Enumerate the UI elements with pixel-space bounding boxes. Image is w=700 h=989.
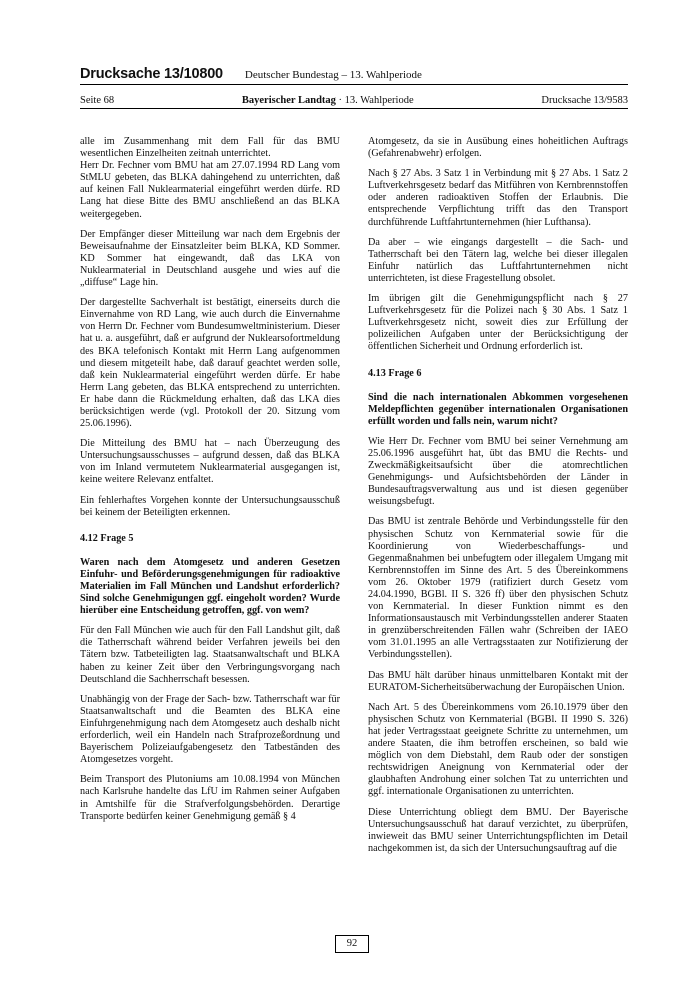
- document-number: Drucksache 13/10800: [80, 66, 223, 82]
- separator: ·: [338, 95, 343, 106]
- paragraph: Herr Dr. Fechner vom BMU hat am 27.07.1994 RD Lang vom StMLU gebeten, das BLKA dahingehend zu unterrichten, daß auf keinen Fall Nuklearmaterial eingeführt werden dürfe. RD Lang hat diese Bitte des BMU anschließend an das BLKA weitergegeben.: [80, 160, 340, 220]
- source-document-number: Drucksache 13/9583: [541, 95, 628, 106]
- right-column: [368, 136, 628, 863]
- page-label: Seite 68: [80, 95, 115, 106]
- paragraph: Im übrigen gilt die Genehmigungspflicht nach § 27 Luftverkehrsgesetz für die Polizei nach § 30 Abs. 1 Satz 1 Luftverkehrsgesetz nicht, soweit dies zur Erfüllung der polizeilichen Aufgaben unter der Berücksichtigung der öffentlichen Sicherheit und Ordnung erforderlich ist.: [368, 293, 628, 353]
- source-info: [242, 95, 414, 106]
- question-text: Sind die nach internationalen Abkommen vorgesehenen Meldepflichten gegenüber internationalen Organisationen erfüllt worden und falls nein, warum nicht?: [368, 391, 628, 427]
- period: 13. Wahlperiode: [344, 95, 414, 106]
- section-heading: 4.13 Frage 6: [368, 367, 422, 379]
- paragraph: Da aber – wie eingangs dargestellt – die Sach- und Tatherrschaft bei den Tätern lag, welche bei dieser illegalen Einfuhr natürlich das Luftfahrtunternehmen nicht unterrichteten, ist diese Fragestellung obsolet.: [368, 236, 628, 284]
- paragraph: Nach Art. 5 des Übereinkommens vom 26.10.1979 über den physischen Schutz von Kernmaterial (BGBl. II 1990 S. 326) hat jeder Vertragsstaat geeignete Schritte zu unternehmen, um andere Staaten, die ihm betroffen erscheinen, so bald wie möglich von dem Diebstahl, dem Raub oder der sonstigen rechtswidrigen Aneignung von Kernmaterial oder der glaubhaften Androhung einer solchen Tat zu unterrichten und ggf. internationale Organisationen zu unterrichten.: [368, 701, 628, 798]
- paragraph: Atomgesetz, da sie in Ausübung eines hoheitlichen Auftrags (Gefahrenabwehr) erfolgen.: [368, 136, 628, 160]
- paragraph: Für den Fall München wie auch für den Fall Landshut gilt, daß die Tatherrschaft während beider Verfahren jeweils bei den Tätern bzw. Tatbeteiligten lag. Staatsanwaltschaft und BLKA haben zu keiner Zeit über den Verbringungsvorgang nach Deutschland die Sachherrschaft besessen.: [80, 625, 340, 685]
- page-number: 92: [335, 935, 369, 953]
- paragraph: Unabhängig von der Frage der Sach- bzw. Tatherrschaft war für Staatsanwaltschaft und die Beamten des BLKA eine Einfuhrgenehmigung nach dem Atomgesetz auch deshalb nicht erforderlich, weil ein Handeln nach Strafprozeßordnung und Bayerischem Polizeiaufgabengesetz den Tatbeständen des Atomgesetzes vorgeht.: [80, 693, 340, 766]
- paragraph: Die Mitteilung des BMU hat – nach Überzeugung des Untersuchungsausschusses – aufgrund dessen, daß das BLKA von im Inland vermutetem Nuklearmaterial ausgegangen ist, keine weitere Relevanz entfaltet.: [80, 438, 340, 486]
- paragraph: Wie Herr Dr. Fechner vom BMU bei seiner Vernehmung am 25.06.1996 ausgeführt hat, übt das BMU die Rechts- und Zweckmäßigkeitsaufsicht über die atomrechtlichen Genehmigungs- und Aufsichtsbehörden der Länder in Bundesauftragsverwaltung aus und ist diesen gegenüber weisungsbefugt.: [368, 435, 628, 508]
- source-name: Bayerischer Landtag: [241, 95, 336, 106]
- parliament-title: Deutscher Bundestag – 13. Wahlperiode: [244, 69, 422, 81]
- paragraph: Der dargestellte Sachverhalt ist bestätigt, einerseits durch die Einvernahme von RD Lang, wie auch durch die Einvernahme von Herrn Dr. Fechner vom Bundesumweltministerium. Dieser hat u. a. ausgeführt, daß er aufgrund der Nuklearsofortmeldung des BKA telefonisch Kontakt mit Herrn Lang aufgenommen und diesem mitgeteilt habe, daß darauf geachtet werden solle, daß kein Nuklearmaterial eingeführt werden dürfe. Er habe Herrn Lang gebeten, das BLKA entsprechend zu unterrichten. Er habe dann die Rückmeldung erhalten, daß das LKA dies berücksichtigen werde (vgl. Protokoll der 20. Sitzung vom 25.06.1996).: [80, 297, 340, 430]
- paragraph: Das BMU hält darüber hinaus unmittelbaren Kontakt mit der EURATOM-Sicherheitsüberwachung der Europäischen Union.: [368, 669, 628, 693]
- paragraph: Das BMU ist zentrale Behörde und Verbindungsstelle für den physischen Schutz von Kernmaterial sowie für die Koordinierung von Wiederbeschaffungs- und Gegenmaßnahmen bei unbefugtem oder illegalem Umgang mit Kernbrennstoffen im Sinne des Art. 5 des Übereinkommens vom 26. Oktober 1979 (ratifiziert durch Gesetz vom 24.04.1990, BGBl. II S. 326 ff) über den physischen Schutz von Kernmaterial. In dieser Funktion nimmt es den Informationsaustausch mit Verbindungsstellen anderer Staaten in grenzüberschreitenden Fällen wahr (Schreiben der IAEO vom 31.01.1995 an alle Vertragsstaaten zur Notifizierung der Verbindungsstellen).: [368, 516, 628, 661]
- paragraph: alle im Zusammenhang mit dem Fall für das BMU wesentlichen Einzelheiten zeitnah unterrichtet.: [80, 136, 340, 160]
- running-header: [80, 66, 628, 85]
- paragraph: Nach § 27 Abs. 3 Satz 1 in Verbindung mit § 27 Abs. 1 Satz 2 Luftverkehrsgesetz bedarf das Mitführen von Kernbrennstoffen oder anderen radioaktiven Stoffen der Erlaubnis. Die entsprechende Verpflichtung trifft das den Transport durchführende Luftfahrtunternehmen (hier Lufthansa).: [368, 168, 628, 228]
- paragraph: Ein fehlerhaftes Vorgehen konnte der Untersuchungsausschuß bei keinem der Beteiligten erkennen.: [80, 494, 340, 518]
- left-column: [80, 136, 340, 831]
- section-heading: 4.12 Frage 5: [80, 532, 134, 544]
- paragraph: Beim Transport des Plutoniums am 10.08.1994 von München nach Karlsruhe handelte das LfU im Rahmen seiner Aufgaben in Amtshilfe für die Strafverfolgungsbehörden. Derartige Transporte bedürfen keiner Genehmigung gemäß § 4: [80, 774, 340, 822]
- paragraph: Der Empfänger dieser Mitteilung war nach dem Ergebnis der Beweisaufnahme der Einsatzleiter beim BLKA, KD Sommer. KD Sommer hat eingewandt, daß das LKA von Nuklearmaterial in Deutschland ausgehe und wies auf die „diffuse“ Lage hin.: [80, 228, 340, 289]
- question-text: Waren nach dem Atomgesetz und anderen Gesetzen Einfuhr- und Beförderungsgenehmigungen für radioaktive Materialien im Fall München und Landshut erforderlich? Sind solche Genehmigungen ggf. eingeholt worden? Wurde hierüber eine Entscheidung getroffen, ggf. von wem?: [80, 556, 340, 617]
- source-header: [80, 95, 628, 109]
- paragraph: Diese Unterrichtung obliegt dem BMU. Der Bayerische Untersuchungsausschuß hat darauf verzichtet, zu überprüfen, inwieweit das BMU seiner Unterrichtungspflichten im Detail nachgekommen ist, da sich der Untersuchungsauftrag auf die: [368, 806, 628, 854]
